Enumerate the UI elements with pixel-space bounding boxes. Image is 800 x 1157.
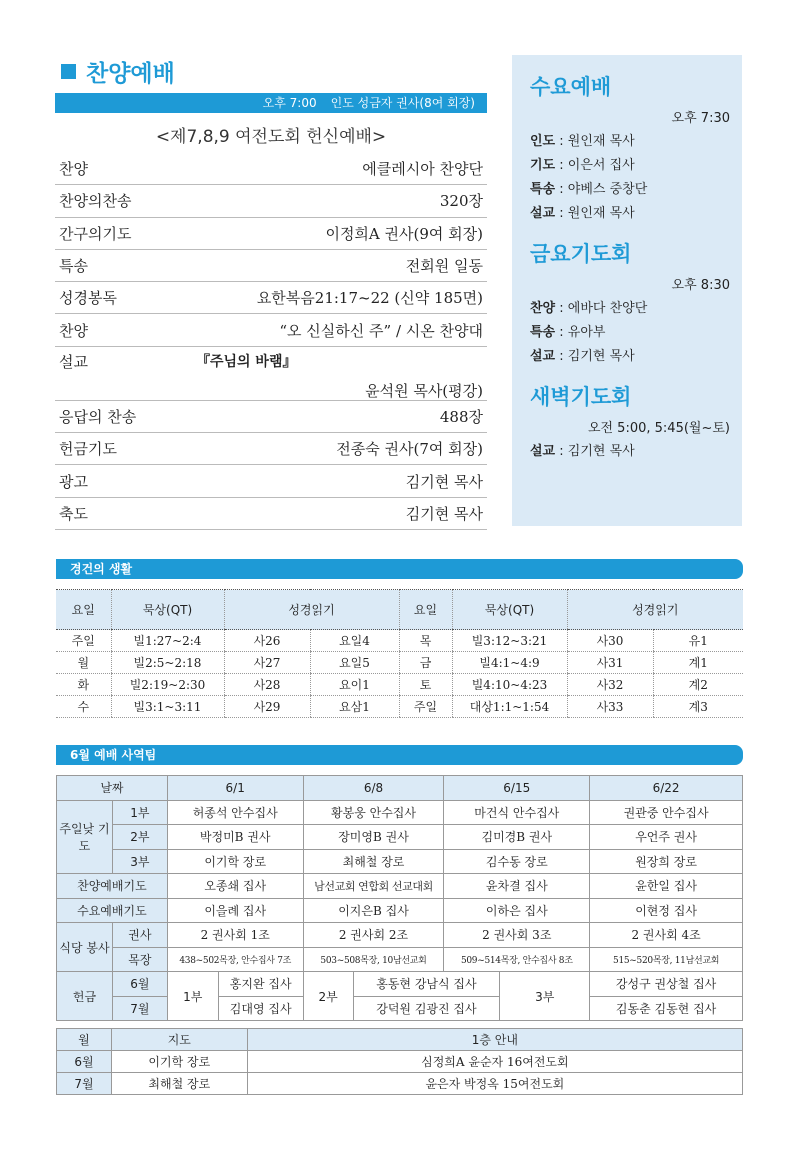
team-cell: 이기학 장로 <box>167 849 303 874</box>
qt-header-row <box>56 590 743 630</box>
praise-leader: 인도 성금자 권사(8여 회장) <box>330 96 475 110</box>
qt-cell: 빌3:12~3:21 <box>452 630 567 652</box>
program-row <box>55 401 487 433</box>
qt-cell: 빌2:19~2:30 <box>111 674 224 696</box>
qt-header: 묵상(QT) <box>111 590 224 630</box>
wed-line: 인도 : 원인재 목사 <box>530 134 635 149</box>
program-label: 성경봉독 <box>59 289 117 308</box>
team-cell: 강덕원 김광진 집사 <box>353 996 500 1021</box>
program-label: 특송 <box>59 257 88 276</box>
team-cell: 마건식 안수집사 <box>444 800 590 825</box>
program-value: 320장 <box>439 192 483 211</box>
table-row <box>57 825 743 850</box>
praise-info-bar <box>55 93 487 113</box>
team-cell: 남선교회 연합회 선교대회 <box>303 874 444 899</box>
guide-table <box>56 1028 743 1095</box>
qt-cell: 사31 <box>567 652 653 674</box>
qt-cell: 빌1:27~2:4 <box>111 630 224 652</box>
qt-cell: 요이1 <box>310 674 399 696</box>
qt-cell: 빌4:1~4:9 <box>452 652 567 674</box>
praise-worship-section <box>55 55 487 530</box>
dawn-line: 설교 : 김기현 목사 <box>530 444 635 459</box>
qt-header: 묵상(QT) <box>452 590 567 630</box>
guide-cell: 이기학 장로 <box>111 1051 247 1073</box>
program-value: 김기현 목사 <box>405 504 483 523</box>
fri-title: 금요기도회 <box>530 242 632 266</box>
guide-cell: 7월 <box>57 1073 112 1095</box>
month-label: 6월 <box>112 972 167 997</box>
program-value: 이정희A 권사(9여 회장) <box>325 224 483 243</box>
program-label: 찬양 <box>59 321 88 340</box>
praise-subtitle: <제7,8,9 여전도회 헌신예배> <box>155 127 387 147</box>
qt-cell: 사30 <box>567 630 653 652</box>
program-value: 전종숙 권사(7여 회장) <box>336 440 483 459</box>
program-row <box>55 465 487 497</box>
qt-cell: 요삼1 <box>310 696 399 718</box>
praise-time: 오후 7:00 <box>262 96 317 110</box>
qt-cell: 목 <box>399 630 452 652</box>
praise-prayer-label: 찬양예배기도 <box>57 874 168 899</box>
table-row <box>57 1051 743 1073</box>
part-label: 2부 <box>112 825 167 850</box>
fri-time: 오후 8:30 <box>671 278 730 293</box>
qt-cell: 빌2:5~2:18 <box>111 652 224 674</box>
fri-line: 설교 : 김기현 목사 <box>530 349 635 364</box>
team-cell: 김동춘 김동현 집사 <box>590 996 743 1021</box>
table-row <box>56 630 743 652</box>
table-row <box>56 652 743 674</box>
program-label: 광고 <box>59 472 88 491</box>
team-cell: 2 권사회 1조 <box>167 923 303 948</box>
table-row <box>57 849 743 874</box>
part-label: 2부 <box>303 972 353 1021</box>
team-cell: 503~508목장, 10남선교회 <box>303 947 444 972</box>
program-value: 요한복음21:17~22 (신약 185면) <box>256 289 483 308</box>
part-label: 3부 <box>112 849 167 874</box>
qt-cell: 사28 <box>224 674 310 696</box>
team-cell: 이하은 집사 <box>444 898 590 923</box>
guide-header-row <box>57 1029 743 1051</box>
wed-time: 오후 7:30 <box>671 111 730 126</box>
qt-cell: 사29 <box>224 696 310 718</box>
dawn-title: 새벽기도회 <box>530 385 632 409</box>
qt-cell: 빌4:10~4:23 <box>452 674 567 696</box>
wed-prayer-label: 수요예배기도 <box>57 898 168 923</box>
team-cell: 홍동현 강남식 집사 <box>353 972 500 997</box>
team-section-bar: 6월 예배 사역팀 <box>56 745 743 765</box>
date-header: 6/1 <box>167 776 303 801</box>
team-cell: 오종쇄 집사 <box>167 874 303 899</box>
program-list <box>55 153 487 530</box>
part-label: 1부 <box>167 972 218 1021</box>
qt-cell: 유1 <box>653 630 743 652</box>
qt-header: 성경읽기 <box>567 590 743 630</box>
part-label: 3부 <box>500 972 590 1021</box>
qt-cell: 화 <box>56 674 111 696</box>
qt-section-bar: 경건의 생활 <box>56 559 743 579</box>
program-value: 488장 <box>439 407 483 426</box>
guide-header: 1층 안내 <box>247 1029 742 1051</box>
team-cell: 김미경B 권사 <box>444 825 590 850</box>
program-row <box>55 250 487 282</box>
program-label: 찬양의찬송 <box>59 192 132 211</box>
dawn-time: 오전 5:00, 5:45(월~토) <box>587 421 730 436</box>
square-bullet-icon <box>61 64 76 79</box>
team-cell: 438~502목장, 안수집사 7조 <box>167 947 303 972</box>
fri-line: 특송 : 유아부 <box>530 325 606 340</box>
program-value: 전회원 일동 <box>405 257 483 276</box>
team-cell: 김수동 장로 <box>444 849 590 874</box>
praise-title-row <box>55 55 487 87</box>
team-table <box>56 775 743 1021</box>
part-label: 권사 <box>112 923 167 948</box>
part-label: 목장 <box>112 947 167 972</box>
program-label: 간구의기도 <box>59 224 132 243</box>
team-cell: 2 권사회 3조 <box>444 923 590 948</box>
team-cell: 최해철 장로 <box>303 849 444 874</box>
program-row <box>55 218 487 250</box>
qt-cell: 빌3:1~3:11 <box>111 696 224 718</box>
table-row <box>57 972 743 997</box>
qt-cell: 사27 <box>224 652 310 674</box>
qt-cell: 토 <box>399 674 452 696</box>
program-value: 에클레시아 찬양단 <box>362 160 483 179</box>
date-header: 6/15 <box>444 776 590 801</box>
qt-cell: 사26 <box>224 630 310 652</box>
qt-cell: 사33 <box>567 696 653 718</box>
team-cell: 장미영B 권사 <box>303 825 444 850</box>
date-header: 6/22 <box>590 776 743 801</box>
team-cell: 강성구 권상철 집사 <box>590 972 743 997</box>
sermon-title: 『주님의 바램』 <box>195 354 297 371</box>
team-cell: 윤차결 집사 <box>444 874 590 899</box>
program-row <box>55 282 487 314</box>
team-cell: 권관중 안수집사 <box>590 800 743 825</box>
team-cell: 이을례 집사 <box>167 898 303 923</box>
wed-line: 특송 : 야베스 중창단 <box>530 182 648 197</box>
wed-line: 설교 : 원인재 목사 <box>530 206 635 221</box>
qt-cell: 요일5 <box>310 652 399 674</box>
team-cell: 이현정 집사 <box>590 898 743 923</box>
date-header: 6/8 <box>303 776 444 801</box>
qt-cell: 계1 <box>653 652 743 674</box>
program-row <box>55 314 487 346</box>
program-row <box>55 433 487 465</box>
team-cell: 황봉웅 안수집사 <box>303 800 444 825</box>
program-value: 김기현 목사 <box>405 472 483 491</box>
table-row <box>57 800 743 825</box>
table-row <box>57 923 743 948</box>
team-cell: 박정미B 권사 <box>167 825 303 850</box>
qt-header: 요일 <box>399 590 452 630</box>
fri-line: 찬양 : 에바다 찬양단 <box>530 301 648 316</box>
program-label: 헌금기도 <box>59 440 117 459</box>
qt-cell: 계2 <box>653 674 743 696</box>
team-cell: 원장희 장로 <box>590 849 743 874</box>
team-cell: 이지은B 집사 <box>303 898 444 923</box>
table-row <box>56 696 743 718</box>
team-cell: 515~520목장, 11남선교회 <box>590 947 743 972</box>
praise-title: 찬양예배 <box>86 60 175 87</box>
qt-cell: 주일 <box>56 630 111 652</box>
guide-header: 월 <box>57 1029 112 1051</box>
qt-cell: 사32 <box>567 674 653 696</box>
guide-cell: 6월 <box>57 1051 112 1073</box>
program-row <box>55 498 487 530</box>
program-row <box>55 185 487 217</box>
sermon-label: 설교 <box>59 352 88 371</box>
team-cell: 509~514목장, 안수집사 8조 <box>444 947 590 972</box>
guide-cell: 최해철 장로 <box>111 1073 247 1095</box>
qt-cell: 주일 <box>399 696 452 718</box>
table-row <box>57 1073 743 1095</box>
table-row <box>57 874 743 899</box>
month-label: 7월 <box>112 996 167 1021</box>
program-label: 응답의 찬송 <box>59 407 137 426</box>
guide-cell: 윤은자 박정옥 15여전도회 <box>247 1073 742 1095</box>
team-cell: 김대영 집사 <box>218 996 303 1021</box>
qt-cell: 월 <box>56 652 111 674</box>
team-header-row <box>57 776 743 801</box>
team-cell: 2 권사회 2조 <box>303 923 444 948</box>
program-label: 찬양 <box>59 160 88 179</box>
qt-header: 성경읽기 <box>224 590 399 630</box>
program-row <box>55 153 487 185</box>
offering-label: 헌금 <box>57 972 113 1021</box>
part-label: 1부 <box>112 800 167 825</box>
wed-title: 수요예배 <box>530 75 612 99</box>
team-cell: 2 권사회 4조 <box>590 923 743 948</box>
sermon-row <box>55 347 487 401</box>
table-row <box>57 996 743 1021</box>
date-label: 날짜 <box>57 776 168 801</box>
table-row <box>57 947 743 972</box>
qt-cell: 금 <box>399 652 452 674</box>
team-cell: 우언주 권사 <box>590 825 743 850</box>
program-value: “오 신실하신 주” / 시온 찬양대 <box>279 321 483 340</box>
qt-header: 요일 <box>56 590 111 630</box>
qt-table <box>56 589 743 718</box>
program-label: 축도 <box>59 504 88 523</box>
team-cell: 윤한일 집사 <box>590 874 743 899</box>
qt-cell: 대상1:1~1:54 <box>452 696 567 718</box>
table-row <box>56 674 743 696</box>
team-cell: 허종석 안수집사 <box>167 800 303 825</box>
qt-cell: 계3 <box>653 696 743 718</box>
sunday-prayer-label: 주일낮 기도 <box>57 800 113 874</box>
weekday-services-box <box>512 55 742 526</box>
table-row <box>57 898 743 923</box>
meal-service-label: 식당 봉사 <box>57 923 113 972</box>
wed-line: 기도 : 이은서 집사 <box>530 158 635 173</box>
qt-cell: 수 <box>56 696 111 718</box>
guide-cell: 심정희A 윤순자 16여전도회 <box>247 1051 742 1073</box>
guide-header: 지도 <box>111 1029 247 1051</box>
team-cell: 홍지완 집사 <box>218 972 303 997</box>
sermon-speaker: 윤석원 목사(평강) <box>365 381 483 400</box>
qt-cell: 요일4 <box>310 630 399 652</box>
